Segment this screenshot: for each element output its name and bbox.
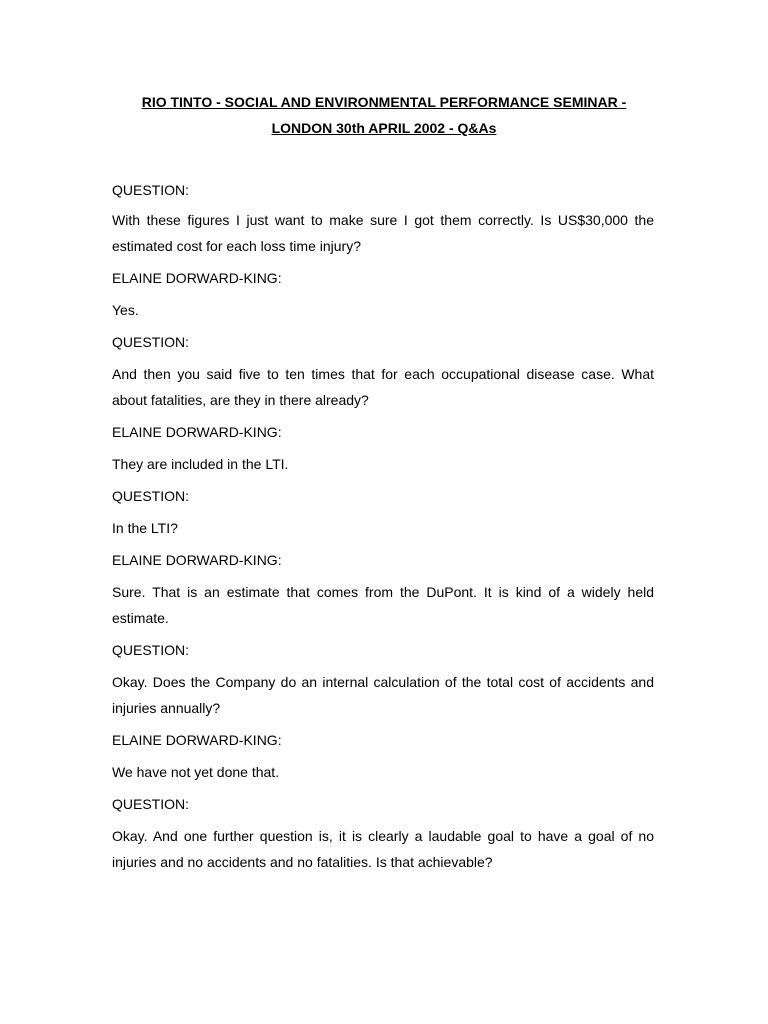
speaker-label: ELAINE DORWARD-KING: xyxy=(112,552,282,568)
speaker-label: QUESTION: xyxy=(112,182,190,198)
question-text: In the LTI? xyxy=(112,520,178,536)
speaker-label: ELAINE DORWARD-KING: xyxy=(112,270,282,286)
speaker-label: QUESTION: xyxy=(112,642,190,658)
answer-text: We have not yet done that. xyxy=(112,764,280,780)
answer-text: Sure. That is an estimate that comes from the DuPont. It is kind of a widely held estimate. xyxy=(112,584,654,626)
speaker-label: ELAINE DORWARD-KING: xyxy=(112,424,282,440)
speaker-label: QUESTION: xyxy=(112,488,190,504)
speaker-label: QUESTION: xyxy=(112,334,190,350)
speaker-label: QUESTION: xyxy=(112,796,190,812)
answer-text: They are included in the LTI. xyxy=(112,456,289,472)
document-title-line-1: RIO TINTO - SOCIAL AND ENVIRONMENTAL PERFORMANCE SEMINAR - xyxy=(141,94,627,110)
question-text: And then you said five to ten times that for each occupational disease case. What about fatalities, are they in there already? xyxy=(112,366,654,408)
speaker-label: ELAINE DORWARD-KING: xyxy=(112,732,282,748)
answer-text: Yes. xyxy=(112,302,139,318)
document-title-line-2: LONDON 30th APRIL 2002 - Q&As xyxy=(271,120,497,136)
question-text: Okay. Does the Company do an internal calculation of the total cost of accidents and injuries annually? xyxy=(112,674,654,716)
question-text: Okay. And one further question is, it is clearly a laudable goal to have a goal of no injuries and no accidents and no fatalities. Is that achievable? xyxy=(112,828,654,870)
question-text: With these figures I just want to make sure I got them correctly. Is US$30,000 the estimated cost for each loss time injury? xyxy=(112,212,654,254)
